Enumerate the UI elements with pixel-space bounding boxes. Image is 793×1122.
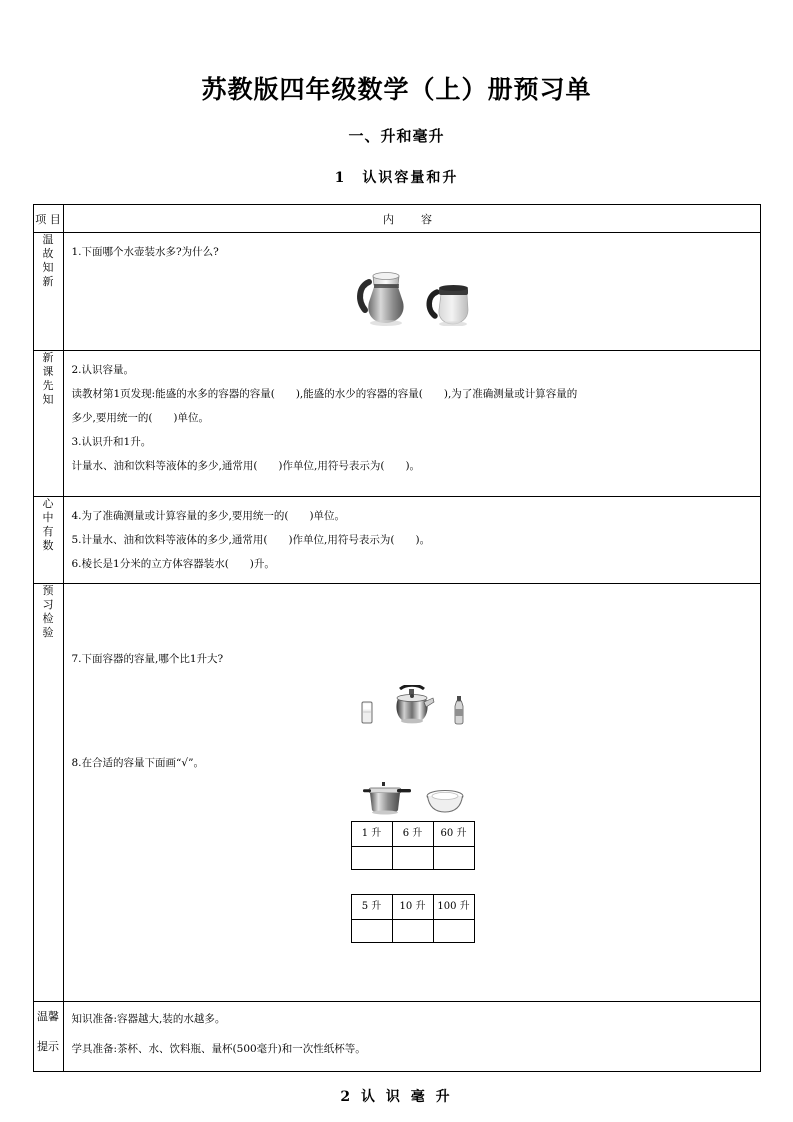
pitcher-small-icon: [423, 280, 475, 326]
question-7-images: [72, 685, 754, 725]
label-char: 数: [42, 539, 54, 552]
fill-blank-text[interactable]: 读教材第1页发现:能盛的水多的容器的容量( ),能盛的水少的容器的容量( ),为了准确测量或计算容量的: [71, 388, 578, 400]
bowl-icon: [425, 789, 465, 815]
table-row: [33, 584, 760, 1002]
label-char: 习: [42, 598, 54, 611]
row-label-yuxi-jianyan: [33, 584, 63, 1002]
row-content-yuxi-jianyan: [63, 584, 760, 1002]
answer-checkbox-cell[interactable]: [392, 847, 433, 870]
pressure-cooker-icon: [361, 781, 413, 815]
answer-table-1-wrapper: [351, 821, 475, 870]
fill-blank-text[interactable]: 计量水、油和饮料等液体的多少,通常用( )作单位,用符号表示为( )。: [71, 460, 421, 472]
fill-blank-text[interactable]: 6.棱长是1分米的立方体容器装水( )升。: [71, 558, 275, 570]
label-char: 温: [42, 233, 54, 246]
row-label-xinzhong-youshu: [33, 497, 63, 584]
bottle-icon: [452, 695, 466, 725]
label-char: 课: [42, 365, 54, 378]
fill-blank-text[interactable]: 4.为了准确测量或计算容量的多少,要用统一的( )单位。: [71, 510, 346, 522]
answer-table-2: [351, 894, 475, 943]
small-cup-icon: [360, 699, 374, 725]
label-char: 知: [42, 393, 54, 406]
row-content-xinzhong-youshu: [63, 497, 760, 584]
label-char: 知: [42, 261, 54, 274]
answer-option: 6 升: [392, 822, 433, 847]
answer-table-2-wrapper: [351, 894, 475, 943]
table-header-row: [33, 205, 760, 233]
answer-checkbox-cell[interactable]: [433, 920, 474, 943]
answer-table-blank-row[interactable]: [351, 847, 474, 870]
label-char: 检: [42, 612, 54, 625]
question-8-block: [72, 725, 754, 775]
question-8-images: [72, 781, 754, 815]
pitcher-images: [72, 266, 754, 326]
answer-checkbox-cell[interactable]: [433, 847, 474, 870]
answer-option: 100 升: [433, 895, 474, 920]
label-char: 新: [42, 351, 54, 364]
label-char: 有: [42, 525, 54, 538]
row-content-wengu-zhixin: [63, 233, 760, 351]
answer-table-1: [351, 821, 475, 870]
tip-knowledge-prep: 知识准备:容器越大,装的水越多。: [71, 1013, 226, 1025]
row-label-xinke-xianzhi: [33, 351, 63, 497]
preview-sheet-table: [33, 204, 761, 1072]
table-row: [33, 497, 760, 584]
label-char: 心: [42, 497, 54, 510]
answer-option: 10 升: [392, 895, 433, 920]
fill-blank-text[interactable]: 多少,要用统一的( )单位。: [71, 412, 210, 424]
answer-checkbox-cell[interactable]: [351, 847, 392, 870]
label-line: 温馨: [37, 1010, 59, 1023]
answer-checkbox-cell[interactable]: [351, 920, 392, 943]
header-cell-item: 项 目: [33, 205, 63, 233]
answer-table-header-row: [351, 895, 474, 920]
label-char: 故: [42, 247, 54, 260]
row-label-wengu-zhixin: [33, 233, 63, 351]
table-spacer: [72, 870, 754, 888]
lesson-heading: 1 认识容量和升: [334, 170, 459, 186]
answer-option: 5 升: [351, 895, 392, 920]
page-title: 苏教版四年级数学（上）册预习单: [201, 75, 592, 104]
table-row: [33, 351, 760, 497]
question-text: 7.下面容器的容量,哪个比1升大?: [71, 653, 224, 665]
fill-blank-text[interactable]: 5.计量水、油和饮料等液体的多少,通常用( )作单位,用符号表示为( )。: [71, 534, 431, 546]
pitcher-large-icon: [351, 266, 413, 326]
unit-subtitle: 一、升和毫升: [348, 127, 445, 145]
label-line: 提示: [37, 1040, 59, 1053]
row-content-wenxin-tishi: [63, 1002, 760, 1072]
question-text: 8.在合适的容量下面画“√”。: [71, 757, 204, 769]
label-char: 中: [42, 511, 54, 524]
header-cell-content: 内 容: [63, 205, 760, 233]
answer-table-header-row: [351, 822, 474, 847]
answer-table-blank-row[interactable]: [351, 920, 474, 943]
question-text: 2.认识容量。: [71, 364, 135, 376]
table-row: [33, 1002, 760, 1072]
table-row: [33, 233, 760, 351]
answer-option: 1 升: [351, 822, 392, 847]
next-lesson-heading: 2 认 识 毫 升: [340, 1089, 453, 1105]
kettle-icon: [390, 685, 436, 725]
question-7-block: [72, 591, 754, 671]
row-content-xinke-xianzhi: [63, 351, 760, 497]
row-label-wenxin-tishi: [33, 1002, 63, 1072]
label-char: 预: [42, 584, 54, 597]
answer-option: 60 升: [433, 822, 474, 847]
label-char: 新: [42, 275, 54, 288]
answer-checkbox-cell[interactable]: [392, 920, 433, 943]
label-char: 先: [42, 379, 54, 392]
question-text: 1.下面哪个水壶装水多?为什么?: [71, 246, 219, 258]
question-text: 3.认识升和1升。: [71, 436, 152, 448]
tip-materials-prep: 学具准备:茶杯、水、饮料瓶、量杯(500毫升)和一次性纸杯等。: [71, 1043, 366, 1055]
label-char: 验: [42, 626, 54, 639]
